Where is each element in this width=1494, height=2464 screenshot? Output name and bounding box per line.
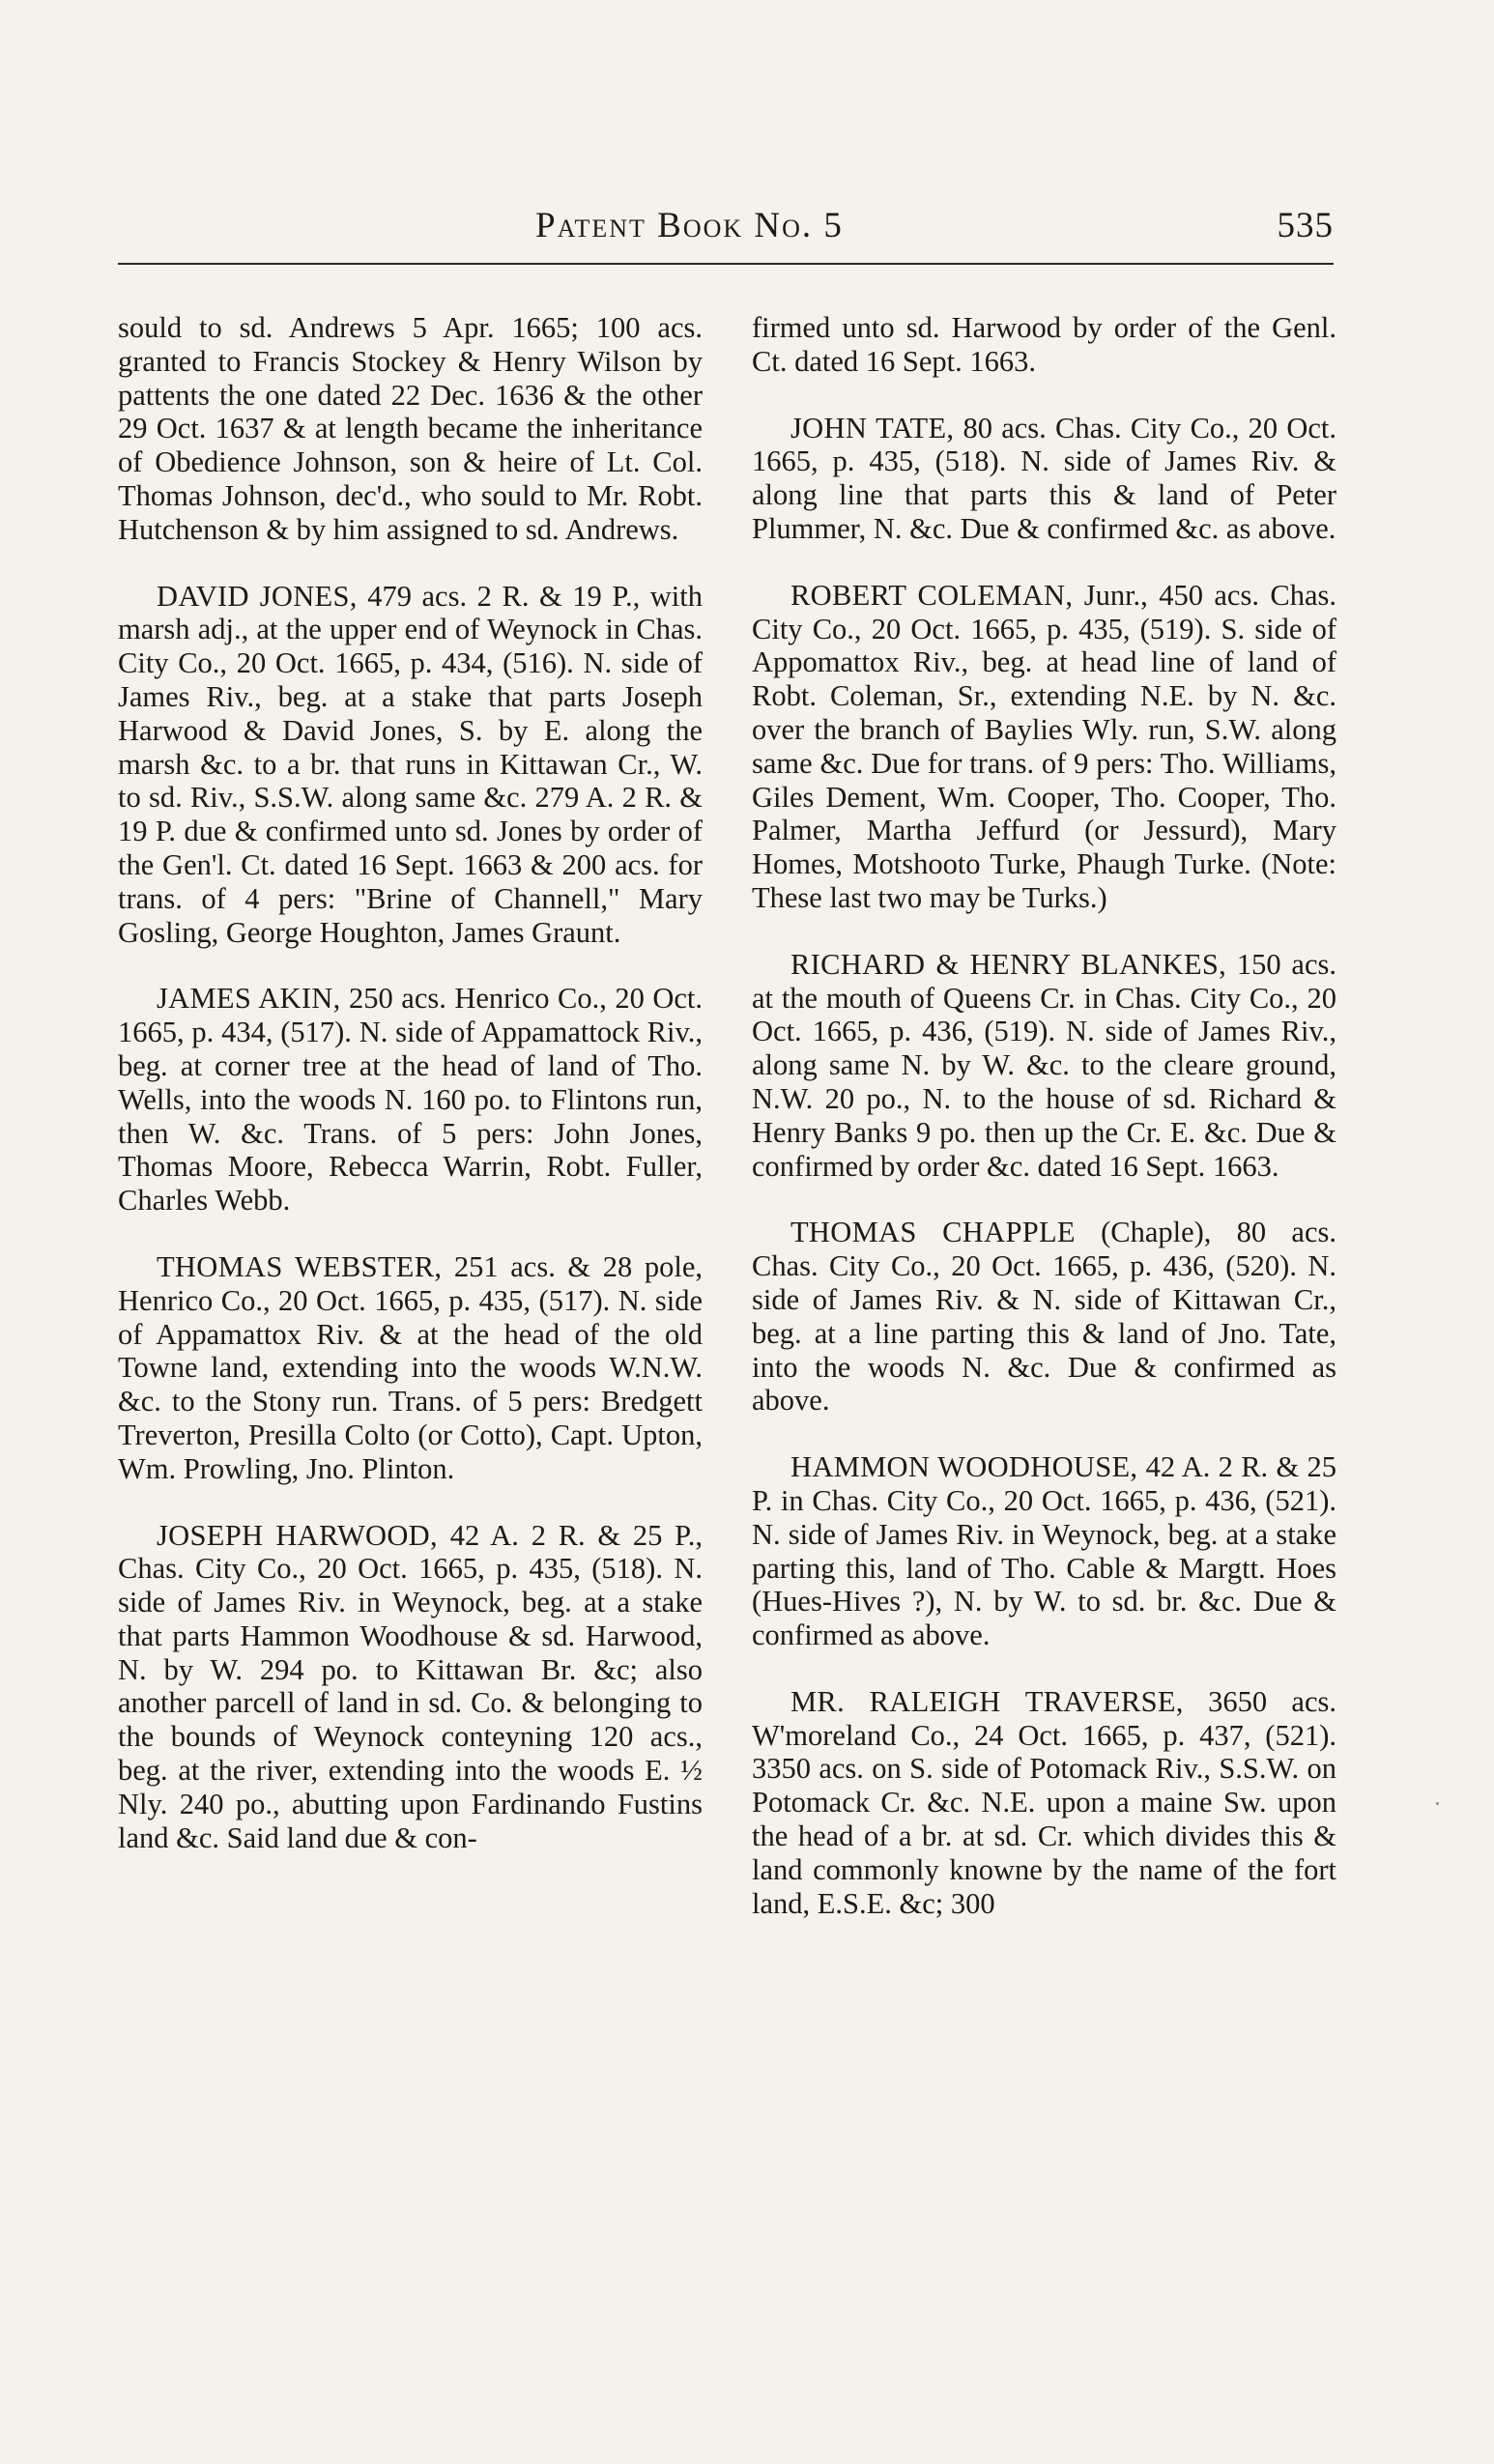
entry-name: ROBERT COLEMAN, bbox=[790, 578, 1074, 612]
entry-name: JOSEPH HARWOOD, bbox=[157, 1518, 438, 1552]
entry-name: HAMMON WOODHOUSE, bbox=[790, 1450, 1138, 1484]
entry-paragraph bbox=[118, 1519, 703, 1855]
entry-paragraph bbox=[752, 579, 1336, 915]
page-speck bbox=[1436, 1802, 1439, 1805]
entry-name: MR. RALEIGH TRAVERSE, bbox=[790, 1684, 1184, 1718]
entry-paragraph bbox=[118, 580, 703, 950]
left-column bbox=[118, 311, 703, 1854]
entry-paragraph bbox=[118, 1250, 703, 1486]
right-column bbox=[752, 311, 1336, 1920]
entry-paragraph: sould to sd. Andrews 5 Apr. 1665; 100 acs. granted to Francis Stockey & Henry Wilson by pattents the one dated 22 Dec. 1636 & the other 29 Oct. 1637 & at length became the inheritance of Obedience Johnson, son & heire of Lt. Col. Thomas Johnson, dec'd., who sould to Mr. Robt. Hutchenson & by him assigned to sd. Andrews. bbox=[118, 311, 703, 546]
entry-text: 150 acs. at the mouth of Queens Cr. in Chas. City Co., 20 Oct. 1665, p. 436, (519). N. side of James Riv., along same N. by W. &c. to the cleare ground, N.W. 20 po., N. to the house of sd. Richard & Henry Banks 9 po. then up the Cr. E. &c. Due & confirmed by order &c. dated 16 Sept. 1663. bbox=[752, 947, 1336, 1183]
page-number: 535 bbox=[1277, 206, 1334, 245]
entry-paragraph: firmed unto sd. Harwood by order of the Genl. Ct. dated 16 Sept. 1663. bbox=[752, 311, 1336, 378]
entry-paragraph bbox=[752, 412, 1336, 546]
entry-paragraph bbox=[752, 1685, 1336, 1921]
entry-text: 42 A. 2 R. & 25 P. in Chas. City Co., 20 Oct. 1665, p. 436, (521). N. side of James Riv. in Weynock, beg. at a stake parting this, land of Tho. Cable & Margtt. Hoes (Hues-Hives ?), N. by W. to sd. br. &c. Due & confirmed as above. bbox=[752, 1450, 1336, 1652]
entry-text: 3650 acs. W'moreland Co., 24 Oct. 1665, p. 437, (521). 3350 acs. on S. side of Potomack Riv., S.S.W. on Potomack Cr. &c. N.E. upon a maine Sw. upon the head of a br. at sd. Cr. which divides this & land commonly knowne by the name of the fort land, E.S.E. &c; 300 bbox=[752, 1684, 1336, 1920]
entry-name: JOHN TATE, bbox=[790, 411, 955, 444]
entry-paragraph bbox=[752, 1216, 1336, 1418]
entry-text: 42 A. 2 R. & 25 P., Chas. City Co., 20 Oct. 1665, p. 435, (518). N. side of James Riv. in Weynock, beg. at a stake that parts Hammon Woodhouse & sd. Harwood, N. by W. 294 po. to Kittawan Br. &c; also another parcell of land in sd. Co. & belonging to the bounds of Weynock conteyning 120 acs., beg. at the river, extending into the woods E. ½ Nly. 240 po., abutting upon Fardinando Fustins land &c. Said land due & con- bbox=[118, 1518, 704, 1854]
entry-name: RICHARD & HENRY BLANKES, bbox=[790, 947, 1227, 981]
entry-text: 251 acs. & 28 pole, Henrico Co., 20 Oct. 1665, p. 435, (517). N. side of Appamattox Riv. & at the head of the old Towne land, extending into the woods W.N.W. &c. to the Stony run. Trans. of 5 pers: Bredgett Treverton, Presilla Colto (or Cotto), Capt. Upton, Wm. Prowling, Jno. Plinton. bbox=[118, 1249, 703, 1485]
entry-text: (Chaple), 80 acs. Chas. City Co., 20 Oct. 1665, p. 436, (520). N. side of James Riv. & N. side of Kittawan Cr., beg. at a line parting this & land of Jno. Tate, into the woods N. &c. Due & confirmed as above. bbox=[752, 1216, 1336, 1418]
header-title: Patent Book No. 5 bbox=[535, 206, 844, 245]
entry-text: 479 acs. 2 R. & 19 P., with marsh adj., at the upper end of Weynock in Chas. City Co., 20 Oct. 1665, p. 434, (516). N. side of James Riv., beg. at a stake that parts Joseph Harwood & David Jones, S. by E. along the marsh &c. to a br. that runs in Kittawan Cr., W. to sd. Riv., S.S.W. along same &c. 279 A. 2 R. & 19 P. due & confirmed unto sd. Jones by order of the Gen'l. Ct. dated 16 Sept. 1663 & 200 acs. for trans. of 4 pers: "Brine of Channell," Mary Gosling, George Houghton, James Graunt. bbox=[118, 579, 703, 949]
entry-text: 80 acs. Chas. City Co., 20 Oct. 1665, p. 435, (518). N. side of James Riv. & along line that parts this & land of Peter Plummer, N. &c. Due & confirmed &c. as above. bbox=[752, 411, 1336, 545]
entry-name: DAVID JONES, bbox=[157, 579, 358, 613]
entry-name: THOMAS CHAPPLE bbox=[790, 1216, 1076, 1249]
entry-name: JAMES AKIN, bbox=[157, 982, 341, 1016]
entry-text: 250 acs. Henrico Co., 20 Oct. 1665, p. 434, (517). N. side of Appamattock Riv., beg. at corner tree at the head of land of Tho. Wells, into the woods N. 160 po. to Flintons run, then W. &c. Trans. of 5 pers: John Jones, Thomas Moore, Rebecca Warrin, Robt. Fuller, Charles Webb. bbox=[118, 982, 704, 1218]
running-header bbox=[118, 205, 1334, 263]
header-rule bbox=[118, 263, 1334, 265]
entry-name: THOMAS WEBSTER, bbox=[157, 1249, 443, 1283]
entry-paragraph bbox=[752, 948, 1336, 1184]
entry-paragraph bbox=[752, 1450, 1336, 1652]
entry-text: Junr., 450 acs. Chas. City Co., 20 Oct. 1665, p. 435, (519). S. side of Appomattox Riv., beg. at head line of land of Robt. Coleman, Sr., extending N.E. by N. &c. over the branch of Baylies Wly. run, S.W. along same &c. Due for trans. of 9 pers: Tho. Williams, Giles Dement, Wm. Cooper, Tho. Cooper, Tho. Palmer, Martha Jeffurd (or Jessurd), Mary Homes, Motshooto Turke, Phaugh Turke. (Note: These last two may be Turks.) bbox=[752, 578, 1336, 914]
entry-paragraph bbox=[118, 982, 703, 1218]
